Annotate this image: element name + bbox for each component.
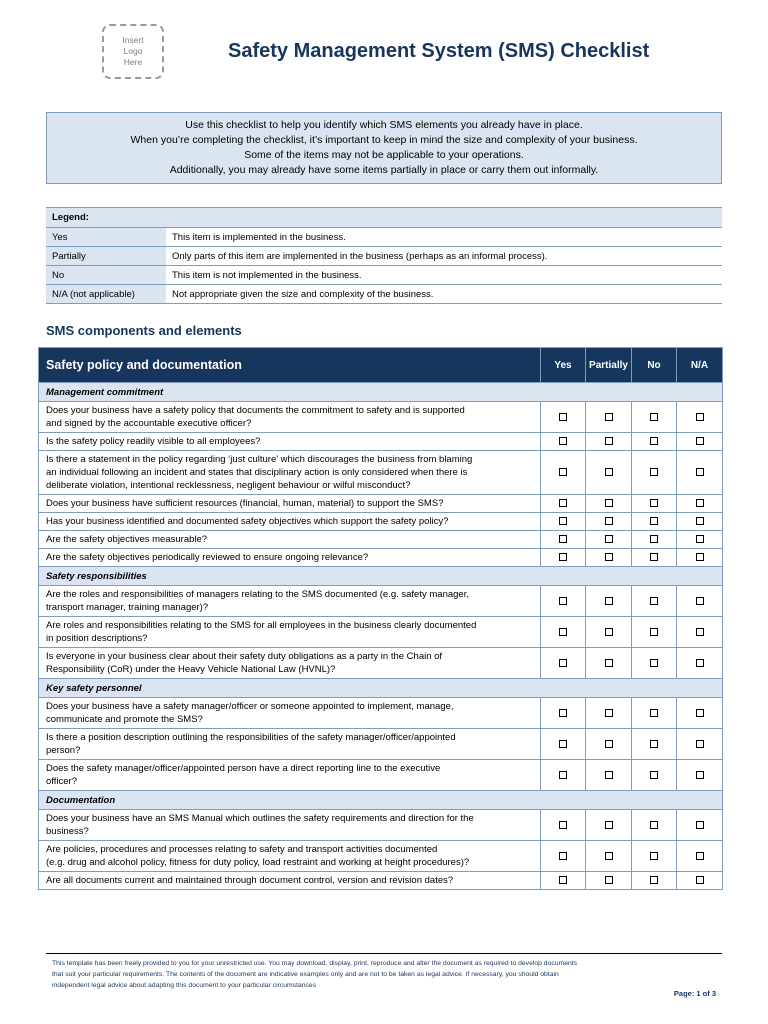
logo-text-1: Insert [122, 35, 144, 45]
checklist-item-row [39, 698, 723, 729]
answer-cell-partially [586, 433, 632, 451]
checkbox-yes[interactable] [559, 413, 567, 421]
checklist-item-row [39, 760, 723, 791]
checkbox-yes[interactable] [559, 628, 567, 636]
checkbox-partially[interactable] [605, 876, 613, 884]
answer-cell-na [677, 698, 723, 729]
answer-cell-no [632, 549, 677, 567]
legend-desc: Only parts of this item are implemented in the business (perhaps as an informal process). [166, 247, 722, 266]
answer-cell-na [677, 495, 723, 513]
checkbox-na[interactable] [696, 821, 704, 829]
answer-cell-partially [586, 586, 632, 617]
question-text: Is everyone in your business clear about their safety duty obligations as a party in the Chain of [46, 651, 443, 662]
checkbox-na[interactable] [696, 709, 704, 717]
answer-cell-partially [586, 451, 632, 495]
question-text: Are the safety objectives measurable? [46, 534, 208, 545]
answer-cell-na [677, 451, 723, 495]
question-text: Are all documents current and maintained through document control, version and revision dates? [46, 875, 454, 886]
legend-desc: This item is not implemented in the business. [166, 266, 722, 285]
question-text: and signed by the accountable executive officer? [46, 418, 252, 429]
checkbox-no[interactable] [650, 659, 658, 667]
checkbox-partially[interactable] [605, 413, 613, 421]
question-text: (e.g. drug and alcohol policy, fitness for duty policy, load restraint and working at height procedures)? [46, 857, 470, 868]
checkbox-no[interactable] [650, 413, 658, 421]
answer-cell-yes [541, 698, 586, 729]
question-cell [39, 586, 541, 617]
checkbox-yes[interactable] [559, 553, 567, 561]
legend-term: Partially [46, 247, 166, 266]
page-number: Page: 1 of 3 [673, 989, 716, 998]
checkbox-no[interactable] [650, 468, 658, 476]
checkbox-partially[interactable] [605, 659, 613, 667]
checkbox-na[interactable] [696, 771, 704, 779]
logo-text-2: Logo [123, 46, 143, 56]
answer-cell-no [632, 872, 677, 890]
checkbox-partially[interactable] [605, 499, 613, 507]
checkbox-yes[interactable] [559, 709, 567, 717]
answer-cell-no [632, 495, 677, 513]
answer-cell-no [632, 433, 677, 451]
question-cell [39, 841, 541, 872]
question-text: Does your business have an SMS Manual which outlines the safety requirements and direction for the [46, 813, 474, 824]
checkbox-na[interactable] [696, 852, 704, 860]
category-row [39, 679, 723, 698]
checkbox-no[interactable] [650, 517, 658, 525]
footer-line: that suit your particular requirements. The contents of the document are indicative examples only and are not to be taken as legal advice. If necessary, you should obtain [52, 971, 559, 978]
intro-line: Some of the items may not be applicable to your operations. [244, 149, 524, 161]
checklist-item-row [39, 495, 723, 513]
answer-cell-yes [541, 531, 586, 549]
checkbox-no[interactable] [650, 852, 658, 860]
checkbox-na[interactable] [696, 499, 704, 507]
question-text: Is there a position description outlining the responsibilities of the safety manager/officer/appointed [46, 732, 456, 743]
section-heading: SMS components and elements [46, 323, 242, 338]
question-text: Is there a statement in the policy regarding ‘just culture’ which discourages the business from blaming [46, 454, 473, 465]
answer-cell-no [632, 648, 677, 679]
answer-cell-yes [541, 760, 586, 791]
question-text: Does the safety manager/officer/appointed person have a direct reporting line to the executive [46, 763, 441, 774]
checkbox-yes[interactable] [559, 517, 567, 525]
category-label: Management commitment [39, 383, 723, 402]
legend-row [46, 266, 722, 285]
checkbox-no[interactable] [650, 553, 658, 561]
logo-placeholder [102, 24, 164, 79]
answer-cell-no [632, 586, 677, 617]
logo-text-3: Here [123, 57, 143, 67]
question-cell [39, 729, 541, 760]
answer-cell-yes [541, 841, 586, 872]
question-text: Are roles and responsibilities relating to the SMS for all employees in the business clearly documented [46, 620, 477, 631]
answer-cell-na [677, 810, 723, 841]
answer-cell-partially [586, 402, 632, 433]
question-text: an individual following an incident and states that disciplinary action is only considered when there is [46, 467, 468, 478]
checkbox-partially[interactable] [605, 852, 613, 860]
checkbox-no[interactable] [650, 876, 658, 884]
question-text: Responsibility (CoR) under the Heavy Vehicle National Law (HVNL)? [46, 664, 336, 675]
question-text: Has your business identified and documented safety objectives which support the safety policy? [46, 516, 449, 527]
document-title: Safety Management System (SMS) Checklist [228, 40, 650, 62]
legend-row [46, 228, 722, 247]
answer-cell-na [677, 841, 723, 872]
legend-row [46, 247, 722, 266]
intro-line: Use this checklist to help you identify which SMS elements you already have in place. [185, 119, 583, 131]
sms-checklist-table [38, 347, 723, 890]
answer-cell-partially [586, 729, 632, 760]
footer-line: This template has been freely provided to you for your unrestricted use. You may download, display, print, reproduce and alter the document as required to develop documents [52, 960, 578, 967]
footer-divider [46, 953, 722, 954]
answer-cell-partially [586, 513, 632, 531]
answer-cell-na [677, 433, 723, 451]
checkbox-partially[interactable] [605, 771, 613, 779]
checkbox-partially[interactable] [605, 517, 613, 525]
intro-line: When you’re completing the checklist, it’s important to keep in mind the size and complexity of your business. [130, 134, 638, 146]
answer-cell-no [632, 531, 677, 549]
answer-cell-yes [541, 810, 586, 841]
category-label: Key safety personnel [39, 679, 723, 698]
question-cell [39, 810, 541, 841]
question-cell [39, 451, 541, 495]
question-text: transport manager, training manager)? [46, 602, 209, 613]
question-cell [39, 872, 541, 890]
legend-term: No [46, 266, 166, 285]
checkbox-no[interactable] [650, 709, 658, 717]
answer-cell-no [632, 729, 677, 760]
checklist-item-row [39, 513, 723, 531]
question-text: deliberate violation, intentional recklessness, negligent behaviour or wilful misconduct? [46, 480, 411, 491]
answer-cell-no [632, 760, 677, 791]
answer-cell-no [632, 810, 677, 841]
checkbox-partially[interactable] [605, 468, 613, 476]
answer-cell-no [632, 698, 677, 729]
answer-cell-no [632, 402, 677, 433]
footer-disclaimer [52, 958, 716, 991]
question-text: Does your business have sufficient resources (financial, human, material) to support the SMS? [46, 498, 444, 509]
question-cell [39, 648, 541, 679]
question-text: Does your business have a safety policy that documents the commitment to safety and is supported [46, 405, 465, 416]
answer-cell-no [632, 451, 677, 495]
intro-box [46, 112, 722, 184]
checkbox-na[interactable] [696, 437, 704, 445]
question-text: Are the safety objectives periodically reviewed to ensure ongoing relevance? [46, 552, 369, 563]
question-text: Are the roles and responsibilities of managers relating to the SMS documented (e.g. safety manager, [46, 589, 469, 600]
checklist-item-row [39, 549, 723, 567]
answer-cell-na [677, 648, 723, 679]
answer-cell-yes [541, 433, 586, 451]
question-text: officer? [46, 776, 77, 787]
legend-term: N/A (not applicable) [46, 285, 166, 304]
checklist-item-row [39, 531, 723, 549]
checkbox-partially[interactable] [605, 821, 613, 829]
answer-cell-na [677, 402, 723, 433]
header-na: N/A [677, 348, 723, 383]
question-cell [39, 433, 541, 451]
answer-cell-partially [586, 549, 632, 567]
answer-cell-partially [586, 617, 632, 648]
answer-cell-yes [541, 549, 586, 567]
checkbox-yes[interactable] [559, 740, 567, 748]
legend-term: Yes [46, 228, 166, 247]
checkbox-no[interactable] [650, 499, 658, 507]
checklist-item-row [39, 617, 723, 648]
checkbox-no[interactable] [650, 437, 658, 445]
question-cell [39, 513, 541, 531]
checklist-item-row [39, 729, 723, 760]
answer-cell-no [632, 841, 677, 872]
checkbox-na[interactable] [696, 628, 704, 636]
checkbox-yes[interactable] [559, 659, 567, 667]
checklist-item-row [39, 810, 723, 841]
checkbox-na[interactable] [696, 740, 704, 748]
answer-cell-partially [586, 760, 632, 791]
question-text: Is the safety policy readily visible to all employees? [46, 436, 261, 447]
answer-cell-na [677, 513, 723, 531]
checkbox-na[interactable] [696, 413, 704, 421]
header-partially: Partially [586, 348, 632, 383]
answer-cell-yes [541, 402, 586, 433]
answer-cell-na [677, 872, 723, 890]
category-row [39, 567, 723, 586]
checkbox-na[interactable] [696, 876, 704, 884]
checklist-item-row [39, 648, 723, 679]
question-cell [39, 549, 541, 567]
category-label: Safety responsibilities [39, 567, 723, 586]
answer-cell-yes [541, 451, 586, 495]
checkbox-partially[interactable] [605, 709, 613, 717]
category-row [39, 791, 723, 810]
category-row [39, 383, 723, 402]
checkbox-yes[interactable] [559, 437, 567, 445]
checkbox-partially[interactable] [605, 553, 613, 561]
checklist-header-row [39, 348, 723, 383]
category-label: Documentation [39, 791, 723, 810]
answer-cell-yes [541, 586, 586, 617]
checkbox-yes[interactable] [559, 597, 567, 605]
checkbox-partially[interactable] [605, 535, 613, 543]
checkbox-yes[interactable] [559, 852, 567, 860]
checkbox-yes[interactable] [559, 821, 567, 829]
checkbox-no[interactable] [650, 628, 658, 636]
checklist-item-row [39, 841, 723, 872]
question-cell [39, 698, 541, 729]
header-no: No [632, 348, 677, 383]
question-cell [39, 760, 541, 791]
checklist-item-row [39, 402, 723, 433]
legend-row [46, 285, 722, 304]
answer-cell-yes [541, 872, 586, 890]
answer-cell-yes [541, 513, 586, 531]
answer-cell-na [677, 729, 723, 760]
answer-cell-no [632, 617, 677, 648]
answer-cell-partially [586, 872, 632, 890]
answer-cell-partially [586, 648, 632, 679]
answer-cell-na [677, 531, 723, 549]
question-text: person? [46, 745, 81, 756]
checkbox-na[interactable] [696, 553, 704, 561]
checklist-item-row [39, 433, 723, 451]
checklist-item-row [39, 451, 723, 495]
checklist-item-row [39, 872, 723, 890]
legend-desc: Not appropriate given the size and complexity of the business. [166, 285, 722, 304]
question-cell [39, 402, 541, 433]
answer-cell-yes [541, 617, 586, 648]
question-text: in position descriptions? [46, 633, 148, 644]
answer-cell-na [677, 586, 723, 617]
answer-cell-yes [541, 648, 586, 679]
intro-line: Additionally, you may already have some items partially in place or carry them out informally. [169, 164, 599, 176]
checkbox-yes[interactable] [559, 876, 567, 884]
checkbox-no[interactable] [650, 740, 658, 748]
checkbox-na[interactable] [696, 468, 704, 476]
header-main: Safety policy and documentation [39, 348, 541, 383]
checkbox-partially[interactable] [605, 628, 613, 636]
answer-cell-na [677, 549, 723, 567]
checkbox-yes[interactable] [559, 499, 567, 507]
checkbox-no[interactable] [650, 821, 658, 829]
legend-table [46, 207, 722, 304]
question-text: communicate and promote the SMS? [46, 714, 203, 725]
checkbox-no[interactable] [650, 771, 658, 779]
checkbox-no[interactable] [650, 535, 658, 543]
checklist-item-row [39, 586, 723, 617]
question-text: Does your business have a safety manager/officer or someone appointed to implement, manage, [46, 701, 454, 712]
answer-cell-partially [586, 841, 632, 872]
checkbox-partially[interactable] [605, 740, 613, 748]
header-yes: Yes [541, 348, 586, 383]
question-text: business? [46, 826, 89, 837]
checkbox-na[interactable] [696, 659, 704, 667]
checkbox-yes[interactable] [559, 535, 567, 543]
question-text: Are policies, procedures and processes relating to safety and transport activities documented [46, 844, 438, 855]
answer-cell-na [677, 617, 723, 648]
checkbox-na[interactable] [696, 597, 704, 605]
answer-cell-partially [586, 810, 632, 841]
answer-cell-partially [586, 495, 632, 513]
checkbox-na[interactable] [696, 517, 704, 525]
answer-cell-yes [541, 495, 586, 513]
question-cell [39, 617, 541, 648]
checkbox-partially[interactable] [605, 437, 613, 445]
checkbox-na[interactable] [696, 535, 704, 543]
answer-cell-no [632, 513, 677, 531]
legend-desc: This item is implemented in the business. [166, 228, 722, 247]
answer-cell-yes [541, 729, 586, 760]
question-cell [39, 495, 541, 513]
checkbox-no[interactable] [650, 597, 658, 605]
answer-cell-na [677, 760, 723, 791]
footer-line: independent legal advice about adapting this document to your particular circumstances [52, 982, 317, 989]
answer-cell-partially [586, 531, 632, 549]
question-cell [39, 531, 541, 549]
answer-cell-partially [586, 698, 632, 729]
checkbox-yes[interactable] [559, 771, 567, 779]
legend-title: Legend: [46, 208, 722, 228]
checkbox-yes[interactable] [559, 468, 567, 476]
checkbox-partially[interactable] [605, 597, 613, 605]
